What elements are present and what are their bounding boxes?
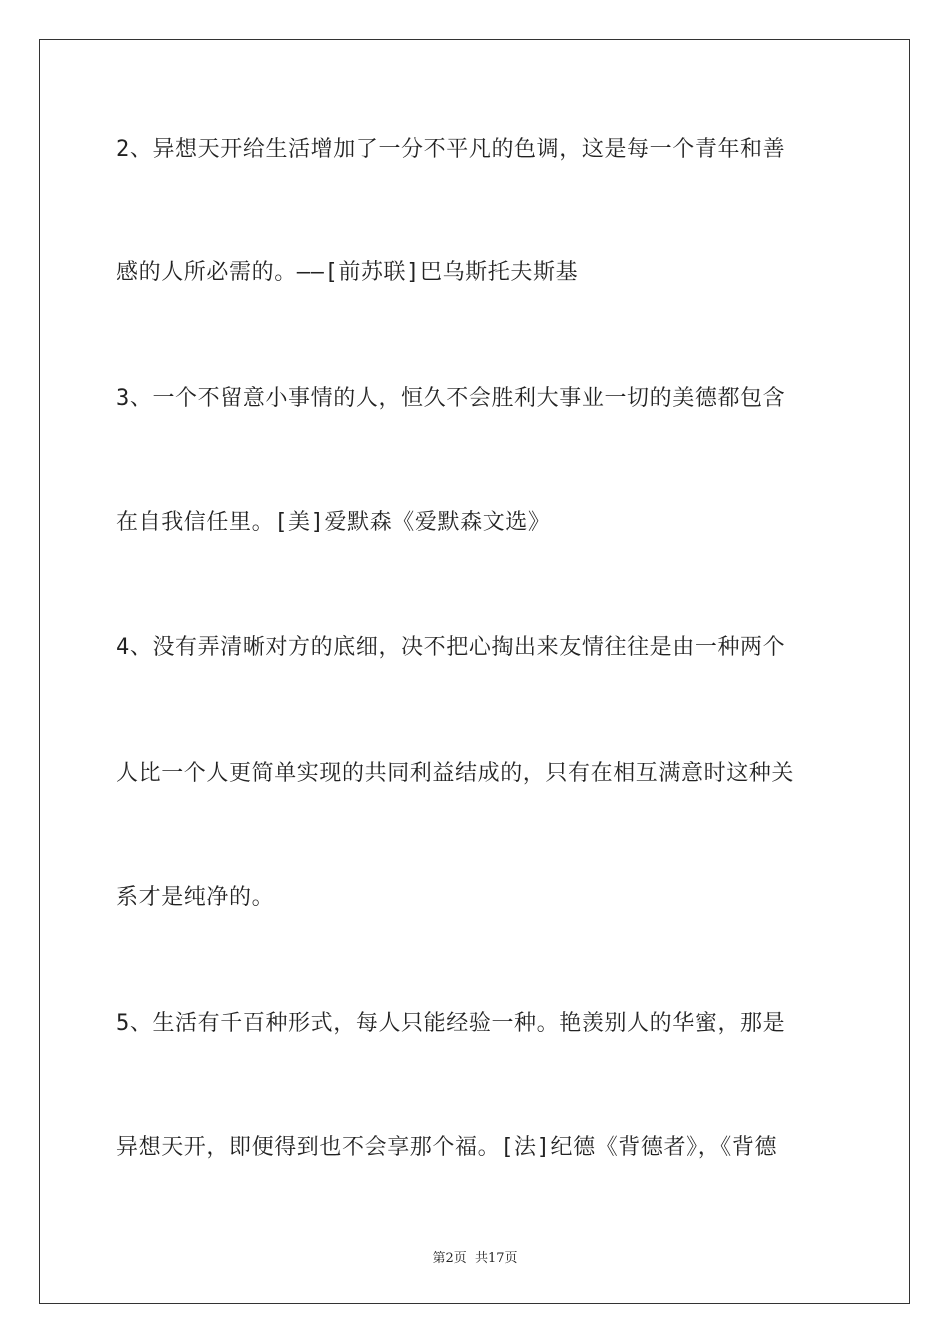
text-line-6: 人比一个人更简单实现的共同利益结成的，只有在相互满意时这种关 <box>116 761 795 786</box>
total-pages: 共17页 <box>474 1251 518 1266</box>
text-line-2: 感的人所必需的。——[前苏联]巴乌斯托夫斯基 <box>116 260 579 285</box>
text-line-3: 3、一个不留意小事情的人，恒久不会胜利大事业一切的美德都包含 <box>116 386 786 411</box>
page-footer <box>0 1247 950 1266</box>
text-line-9: 异想天开，即便得到也不会享那个福。[法]纪德《背德者》，《背德 <box>116 1135 778 1160</box>
text-line-1: 2、异想天开给生活增加了一分不平凡的色调，这是每一个青年和善 <box>116 137 786 162</box>
text-line-7: 系才是纯净的。 <box>116 885 275 910</box>
text-line-4: 在自我信任里。[美]爱默森《爱默森文选》 <box>116 510 551 535</box>
page-number: 第2页 <box>432 1251 467 1266</box>
page-border <box>39 39 910 1304</box>
text-line-8: 5、生活有千百种形式，每人只能经验一种。艳羡别人的华蜜，那是 <box>116 1011 786 1036</box>
text-line-5: 4、没有弄清晰对方的底细，决不把心掏出来友情往往是由一种两个 <box>116 635 786 660</box>
